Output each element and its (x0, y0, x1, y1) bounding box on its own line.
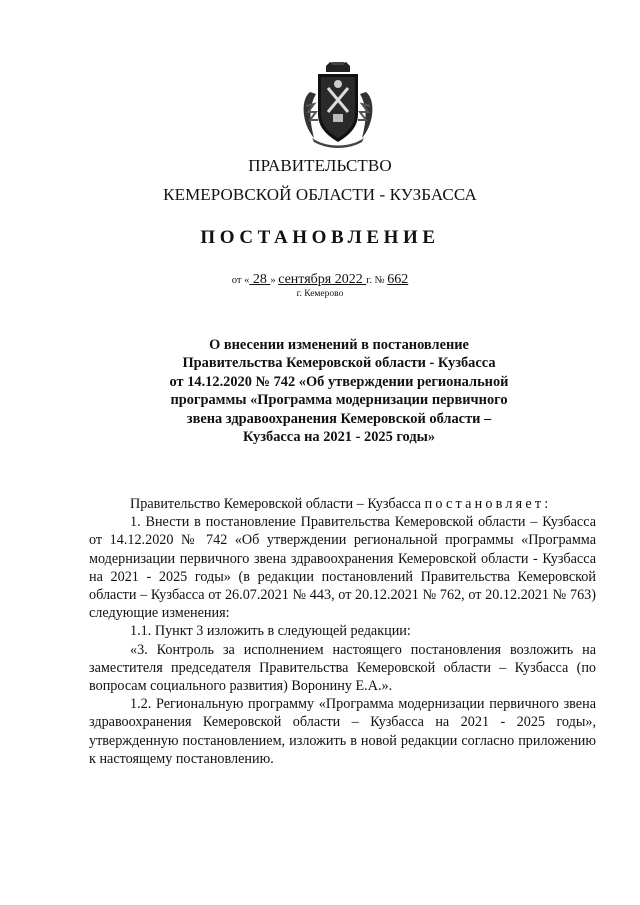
date-line (0, 272, 640, 288)
body-paragraph: «3. Контроль за исполнением настоящего постановления возложить на заместителя председателя Правительства Кемеровской области – Кузбасса (по вопросам социального развития) Воронину Е.А.». (89, 641, 596, 695)
date-prefix: от « (231, 275, 250, 286)
title-line: от 14.12.2020 № 742 «Об утверждении региональной (169, 373, 509, 390)
body-paragraph: 1.1. Пункт 3 изложить в следующей редакции: (130, 623, 411, 640)
title-line: О внесении изменений в постановление (209, 337, 469, 353)
document-body (89, 495, 596, 768)
coat-of-arms-icon (296, 62, 380, 148)
document-type: ПОСТАНОВЛЕНИЕ (200, 227, 440, 248)
government-name-line1: ПРАВИТЕЛЬСТВО (248, 156, 392, 175)
government-name-line2: КЕМЕРОВСКОЙ ОБЛАСТИ - КУЗБАССА (163, 185, 477, 204)
preamble-decides: постановляет: (424, 496, 552, 512)
body-paragraph: 1.2. Региональную программу «Программа модернизации первичного звена здравоохранения Кемеровской области – Кузбасса на 2021 - 2025 годы», утвержденную постановлением, изложить в новой редакции согласно приложению к настоящему постановлению. (89, 696, 596, 767)
title-line: Кузбасса на 2021 - 2025 годы» (242, 429, 436, 446)
preamble-text: Правительство Кемеровской области – Кузбасса (130, 496, 425, 512)
title-line: звена здравоохранения Кемеровской области – (186, 410, 492, 427)
document-number: 662 (387, 272, 409, 287)
date-year-suffix: г. № (366, 275, 388, 286)
date-month-year: сентября 2022 (278, 272, 367, 287)
title-line: Правительства Кемеровской области - Кузбасса (182, 355, 496, 372)
city: г. Кемерово (296, 289, 344, 299)
title-line: программы «Программа модернизации первичного (170, 392, 508, 409)
body-paragraph (89, 495, 596, 513)
body-paragraph: 1. Внести в постановление Правительства Кемеровской области – Кузбасса от 14.12.2020 № 742 «Об утверждении региональной программы «Программа модернизации первичного звена здравоохранения Кемеровской области - Кузбасса на 2021 - 2025 годы» (в редакции постановлений Правительства Кемеровской области – Кузбасса от 26.07.2021 № 443, от 20.12.2021 № 762, от 20.12.2021 № 763) следующие изменения: (89, 514, 596, 622)
date-day: 28 (249, 272, 271, 287)
document-title (120, 336, 558, 446)
date-mid: » (270, 275, 279, 286)
